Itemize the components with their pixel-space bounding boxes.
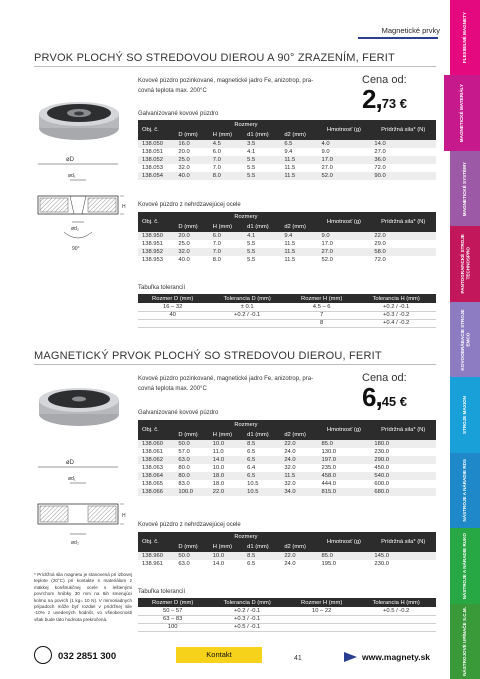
description-line: covná teplota max. 200°C — [138, 386, 207, 392]
table-cell: 11.5 — [280, 472, 317, 480]
table-row — [138, 623, 436, 631]
table-cell: +0.3 / -0.1 — [207, 615, 287, 623]
table-cell: 8.0 — [209, 172, 243, 180]
table-header-cell: Rozmery — [174, 120, 317, 130]
table-cell: 57.0 — [174, 448, 208, 456]
table-cell: 11.5 — [280, 172, 317, 180]
table-cell — [287, 615, 356, 623]
table-row — [138, 615, 436, 623]
table-cell: 6.0 — [209, 148, 243, 156]
table-cell: +0.2 / -0.1 — [207, 607, 287, 615]
table-cell: 290.0 — [370, 456, 436, 464]
price-integer: 2, — [362, 84, 382, 114]
table-cell: 138.065 — [138, 480, 174, 488]
table-cell: 11.5 — [280, 156, 317, 164]
table-caption: Kovové púzdro z nehrdzavejúcej ocele — [138, 202, 241, 208]
table-cell: 29.0 — [370, 240, 436, 248]
table-row — [138, 156, 436, 164]
table-cell: 11.5 — [280, 240, 317, 248]
table-cell: 17.0 — [318, 240, 371, 248]
table-cell: ± 0.1 — [207, 303, 287, 311]
table-cell: 27.0 — [318, 248, 371, 256]
table-cell: 5.5 — [243, 240, 280, 248]
angle-label: 90° — [72, 246, 80, 252]
table-cell: 14.0 — [209, 560, 243, 568]
table-cell: 32.0 — [280, 464, 317, 472]
table-cell: 6.0 — [209, 232, 243, 240]
section-title: MAGNETICKÝ PRVOK PLOCHÝ SO STREDOVOU DIEROU, FERIT — [34, 350, 382, 362]
table-row — [138, 488, 436, 496]
table-header-cell: d2 (mm) — [280, 222, 317, 232]
side-tab[interactable] — [450, 377, 480, 452]
dim-d2-label: ød₂ — [71, 226, 79, 232]
table-cell: 8.0 — [209, 256, 243, 264]
table-cell: 138.960 — [138, 552, 174, 560]
table-caption: Tabuľka tolerancií — [138, 589, 186, 595]
category-title: Magnetické prvky — [381, 26, 440, 35]
footnote: * Prídržná sila magnetu je stanovená pri izbovej teplote (20°C) pri kontakte s materiálom z mäkkej konštrukčnej ocele s leštenými povrchom hrúbky 30 mm na 6ih smerujúci kolmo na povrch (1 kg= 10 N). V mimoriadnych prípadoch môže byť rozdiel v prídržnej sile -10% z uvedených hodnôt, vo všeobecnosti však bude táto hodnota prekročená. — [34, 572, 132, 622]
table-cell: 138.066 — [138, 488, 174, 496]
dim-h-label: H — [122, 204, 126, 210]
table-row — [138, 319, 436, 327]
table-cell: 72.0 — [370, 256, 436, 264]
table-cell: 7.0 — [209, 156, 243, 164]
header-rule — [358, 37, 438, 39]
table-caption: Kovové púzdro z nehrdzavejúcej ocele — [138, 522, 241, 528]
table-cell: 11.5 — [280, 164, 317, 172]
table-cell: 10.0 — [209, 464, 243, 472]
side-tab-label: PANTOGRAFICKÉ STROJE TECHNOSPRO — [459, 234, 470, 294]
table-cell: 24.0 — [280, 456, 317, 464]
side-tab-label: NÁSTROJE A NÁRADIE RDS — [462, 459, 468, 522]
table-row — [138, 480, 436, 488]
table-cell: 5.5 — [243, 156, 280, 164]
dim-d1-label: ød₁ — [68, 476, 76, 482]
table-cell: 138.952 — [138, 248, 174, 256]
side-tab-label: NÁSTROJOVÉ UPÍNAČE S.C.M. — [462, 606, 468, 676]
table-header-cell: D (mm) — [174, 542, 208, 552]
table-cell — [207, 319, 287, 327]
table-header-cell: Tolerancia D (mm) — [207, 294, 287, 303]
table-cell: 40.0 — [174, 256, 208, 264]
product-description — [138, 76, 338, 96]
table-cell: 52.0 — [318, 256, 371, 264]
table-cell: +0.3 / -0.2 — [356, 311, 436, 319]
table-header-cell: d1 (mm) — [243, 130, 280, 140]
table-row — [138, 240, 436, 248]
table-cell: 230.0 — [370, 560, 436, 568]
table-cell: +0.5 / -0.1 — [207, 623, 287, 631]
side-tab-label: MAGNETICKÉ MATERIÁLY — [459, 84, 465, 143]
phone-icon — [34, 646, 52, 664]
side-tabs — [450, 0, 480, 679]
product-image — [36, 92, 122, 144]
table-row — [138, 256, 436, 264]
website-link[interactable]: www.magnety.sk — [362, 652, 431, 662]
table-cell: 7.0 — [209, 240, 243, 248]
side-tab-label: NÁSTROJE A NÁRADIE RUKO — [462, 532, 468, 599]
section-title: PRVOK PLOCHÝ SO STREDOVOU DIEROU A 90° ZRAZENÍM, FERIT — [34, 52, 395, 64]
table-cell: 22.0 — [370, 232, 436, 240]
table-caption: Galvanizované kovové púzdro — [138, 410, 219, 416]
table-cell: 36.0 — [370, 156, 436, 164]
table-cell: 22.0 — [280, 440, 317, 448]
table-header-cell: H (mm) — [209, 542, 243, 552]
table-header-cell: Rozmer H (mm) — [287, 294, 356, 303]
table-cell: 27.0 — [318, 164, 371, 172]
table-cell: 10.5 — [243, 488, 280, 496]
table-cell: 25.0 — [174, 156, 208, 164]
table-cell: 50.0 — [174, 552, 208, 560]
table-header-cell: d1 (mm) — [243, 222, 280, 232]
table-row — [138, 472, 436, 480]
table-cell: 138.060 — [138, 440, 174, 448]
page-number: 41 — [294, 655, 302, 662]
table-cell: 24.0 — [280, 448, 317, 456]
table-cell: 145.0 — [370, 552, 436, 560]
side-tab[interactable] — [450, 453, 480, 528]
dim-h-label: H — [122, 513, 126, 519]
table-cell: 195.0 — [318, 560, 371, 568]
table-cell: 9.0 — [318, 148, 371, 156]
table-header-cell: Rozmer D (mm) — [138, 598, 207, 607]
table-cell: 50 – 57 — [138, 607, 207, 615]
side-tab[interactable] — [450, 151, 480, 226]
table-header-cell: Obj. č. — [138, 532, 174, 552]
table-cell: 25.0 — [174, 240, 208, 248]
table-header-cell: d1 (mm) — [243, 430, 280, 440]
table-cell: 7 — [287, 311, 356, 319]
technical-drawing — [34, 152, 130, 258]
table-cell: 40 — [138, 311, 207, 319]
table-cell: 5.5 — [243, 248, 280, 256]
table-header-cell: Hmotnosť (g) — [318, 120, 371, 140]
side-tab-label: MAGNETICKÉ SYSTÉMY — [462, 161, 468, 216]
table-cell: 52.0 — [318, 172, 371, 180]
table-row — [138, 448, 436, 456]
spec-table — [138, 532, 436, 568]
table-row — [138, 148, 436, 156]
table-cell: 24.0 — [280, 560, 317, 568]
table-header-cell: Rozmery — [174, 532, 317, 542]
tolerance-table — [138, 598, 436, 632]
table-header-cell: Hmotnosť (g) — [318, 212, 371, 232]
table-cell: 22.0 — [209, 488, 243, 496]
contact-button[interactable]: Kontakt — [176, 647, 262, 663]
table-cell: 450.0 — [370, 464, 436, 472]
table-cell: 85.0 — [318, 552, 371, 560]
section-rule — [34, 66, 436, 67]
table-cell: 14.0 — [370, 140, 436, 148]
phone-number[interactable]: 032 2851 300 — [58, 651, 117, 662]
side-tab[interactable] — [450, 0, 480, 75]
table-cell — [287, 623, 356, 631]
table-cell: 50.0 — [174, 440, 208, 448]
table-header-cell: H (mm) — [209, 222, 243, 232]
table-row — [138, 232, 436, 240]
spec-table — [138, 212, 436, 264]
price-value — [362, 382, 407, 413]
table-cell — [138, 319, 207, 327]
table-cell: 63.0 — [174, 456, 208, 464]
table-cell: 130.0 — [318, 448, 371, 456]
arrow-right-icon — [344, 652, 357, 662]
table-row — [138, 607, 436, 615]
dim-d1-label: ød₁ — [68, 173, 76, 179]
table-cell: 138.053 — [138, 164, 174, 172]
table-header-cell: Obj. č. — [138, 120, 174, 140]
dim-d-label: øD — [66, 157, 74, 163]
table-cell: 138.052 — [138, 156, 174, 164]
table-cell: 4.5 — [209, 140, 243, 148]
side-tab-label: STROJE MAXION — [462, 395, 468, 434]
table-cell: 138.061 — [138, 448, 174, 456]
description-line: covná teplota max. 200°C — [138, 88, 207, 94]
table-row — [138, 172, 436, 180]
table-cell: 230.0 — [370, 448, 436, 456]
table-row — [138, 303, 436, 311]
table-cell: 5.5 — [243, 164, 280, 172]
table-cell: 138.961 — [138, 560, 174, 568]
table-cell: 9.4 — [280, 232, 317, 240]
table-header-cell: H (mm) — [209, 130, 243, 140]
table-header-cell: Rozmer D (mm) — [138, 294, 207, 303]
table-header-cell: Obj. č. — [138, 212, 174, 232]
table-cell: 197.0 — [318, 456, 371, 464]
table-cell: 138.050 — [138, 140, 174, 148]
table-header-cell: Prídržná sila* (N) — [370, 532, 436, 552]
dim-d2-label: ød₂ — [71, 540, 79, 546]
table-cell: 4.5 – 6 — [287, 303, 356, 311]
table-cell: 6.5 — [243, 560, 280, 568]
table-cell: 83.0 — [174, 480, 208, 488]
table-cell: 4.0 — [318, 140, 371, 148]
table-cell: 180.0 — [370, 440, 436, 448]
table-cell: 85.0 — [318, 440, 371, 448]
side-tab[interactable] — [444, 75, 480, 150]
table-cell: +0.2 / -0.1 — [207, 311, 287, 319]
table-cell: 138.064 — [138, 472, 174, 480]
side-tab-label: FLEXIBILNÉ MAGNETY — [462, 12, 468, 64]
table-cell: 4.1 — [243, 148, 280, 156]
table-header-cell: D (mm) — [174, 222, 208, 232]
table-cell: 90.0 — [370, 172, 436, 180]
table-header-cell: H (mm) — [209, 430, 243, 440]
table-cell: +0.2 / -0.1 — [356, 303, 436, 311]
table-cell: 3.5 — [243, 140, 280, 148]
table-row — [138, 164, 436, 172]
product-image — [36, 380, 122, 430]
table-header-cell: d2 (mm) — [280, 542, 317, 552]
product-description — [138, 374, 338, 394]
table-header-cell: d2 (mm) — [280, 430, 317, 440]
table-row — [138, 311, 436, 319]
table-cell: 40.0 — [174, 172, 208, 180]
table-cell: 34.0 — [280, 488, 317, 496]
table-cell: 18.0 — [209, 472, 243, 480]
table-header-cell: Prídržná sila* (N) — [370, 120, 436, 140]
table-cell: 138.950 — [138, 232, 174, 240]
table-cell: 138.054 — [138, 172, 174, 180]
price-label: Cena od: — [362, 74, 407, 86]
table-cell: 815.0 — [318, 488, 371, 496]
table-row — [138, 552, 436, 560]
table-cell: 20.0 — [174, 148, 208, 156]
table-cell: 5.5 — [243, 256, 280, 264]
side-tab[interactable] — [450, 226, 480, 301]
price-decimal: 45 € — [381, 394, 407, 409]
table-cell: 32.0 — [174, 248, 208, 256]
table-caption: Tabuľka tolerancií — [138, 285, 186, 291]
table-row — [138, 248, 436, 256]
table-cell: 138.063 — [138, 464, 174, 472]
table-cell: 8.5 — [243, 552, 280, 560]
table-cell: 16 – 32 — [138, 303, 207, 311]
table-row — [138, 440, 436, 448]
table-row — [138, 456, 436, 464]
table-cell: 600.0 — [370, 480, 436, 488]
table-cell: 138.051 — [138, 148, 174, 156]
table-header-cell: d1 (mm) — [243, 542, 280, 552]
price-integer: 6, — [362, 382, 382, 412]
table-cell: 17.0 — [318, 156, 371, 164]
table-header-cell: d2 (mm) — [280, 130, 317, 140]
table-cell: 80.0 — [174, 472, 208, 480]
table-cell: 9.0 — [318, 232, 371, 240]
table-header-cell: Tolerancia D (mm) — [207, 598, 287, 607]
table-cell: +0.4 / -0.2 — [356, 319, 436, 327]
table-cell: 80.0 — [174, 464, 208, 472]
table-cell: 11.5 — [280, 248, 317, 256]
table-header-cell: Rozmer H (mm) — [287, 598, 356, 607]
table-cell: 100.0 — [174, 488, 208, 496]
table-cell: 10 – 22 — [287, 607, 356, 615]
table-cell: 10.5 — [243, 480, 280, 488]
table-cell: 27.0 — [370, 148, 436, 156]
table-cell: 6.5 — [243, 448, 280, 456]
table-header-cell: Hmotnosť (g) — [318, 532, 371, 552]
table-cell: 680.0 — [370, 488, 436, 496]
table-cell: 18.0 — [209, 480, 243, 488]
table-header-cell: Tolerancia H (mm) — [356, 294, 436, 303]
table-cell: 8 — [287, 319, 356, 327]
technical-drawing — [34, 454, 130, 564]
table-header-cell: Rozmery — [174, 420, 317, 430]
table-cell: 58.0 — [370, 248, 436, 256]
table-cell: 235.0 — [318, 464, 371, 472]
side-tab[interactable] — [450, 604, 480, 679]
table-cell: 6.5 — [280, 140, 317, 148]
table-cell: 16.0 — [174, 140, 208, 148]
table-cell: 138.953 — [138, 256, 174, 264]
dim-d-label: øD — [66, 460, 74, 466]
table-header-cell: D (mm) — [174, 130, 208, 140]
description-line: Kovové púzdro pozinkované, magnetické jadro Fe, anizotrop, pra- — [138, 78, 314, 84]
table-cell: 72.0 — [370, 164, 436, 172]
tolerance-table — [138, 294, 436, 328]
table-row — [138, 464, 436, 472]
table-cell — [356, 615, 436, 623]
price-label: Cena od: — [362, 372, 407, 384]
table-header-cell: Prídržná sila* (N) — [370, 420, 436, 440]
table-cell: 63 – 83 — [138, 615, 207, 623]
table-header-cell: Prídržná sila* (N) — [370, 212, 436, 232]
table-cell: 5.5 — [243, 172, 280, 180]
table-cell: 138.062 — [138, 456, 174, 464]
table-cell: 100 — [138, 623, 207, 631]
table-header-cell: Tolerancia H (mm) — [356, 598, 436, 607]
table-cell — [356, 623, 436, 631]
table-cell: 444.0 — [318, 480, 371, 488]
section-rule — [34, 364, 436, 365]
table-cell: 63.0 — [174, 560, 208, 568]
table-cell: 6.5 — [243, 456, 280, 464]
table-header-cell: Hmotnosť (g) — [318, 420, 371, 440]
table-row — [138, 560, 436, 568]
table-header-cell: D (mm) — [174, 430, 208, 440]
spec-table — [138, 420, 436, 496]
table-cell: 458.0 — [318, 472, 371, 480]
price-value — [362, 84, 407, 115]
table-cell: 7.0 — [209, 248, 243, 256]
table-cell: 11.0 — [209, 448, 243, 456]
table-cell: 4.1 — [243, 232, 280, 240]
table-cell: 10.0 — [209, 440, 243, 448]
description-line: Kovové púzdro pozinkované, magnetické jadro Fe, anizotrop, pra- — [138, 376, 314, 382]
table-cell: 32.0 — [280, 480, 317, 488]
table-cell: 9.4 — [280, 148, 317, 156]
table-cell: 14.0 — [209, 456, 243, 464]
table-header-cell: Rozmery — [174, 212, 317, 222]
table-cell: 540.0 — [370, 472, 436, 480]
side-tab[interactable] — [450, 528, 480, 603]
table-cell: 6.4 — [243, 464, 280, 472]
table-cell: 7.0 — [209, 164, 243, 172]
table-cell: 6.5 — [243, 472, 280, 480]
price-decimal: 73 € — [381, 96, 407, 111]
table-cell: 32.0 — [174, 164, 208, 172]
side-tab-label: KOVOOBRÁBACIE STROJE EMCO — [459, 308, 470, 370]
table-cell: +0.5 / -0.2 — [356, 607, 436, 615]
table-row — [138, 140, 436, 148]
side-tab[interactable] — [450, 302, 480, 377]
table-cell: 22.0 — [280, 552, 317, 560]
table-cell: 8.5 — [243, 440, 280, 448]
table-cell: 11.5 — [280, 256, 317, 264]
spec-table — [138, 120, 436, 180]
table-cell: 10.0 — [209, 552, 243, 560]
table-caption: Galvanizované kovové púzdro — [138, 111, 219, 117]
table-header-cell: Obj. č. — [138, 420, 174, 440]
table-cell: 20.0 — [174, 232, 208, 240]
table-cell: 138.951 — [138, 240, 174, 248]
